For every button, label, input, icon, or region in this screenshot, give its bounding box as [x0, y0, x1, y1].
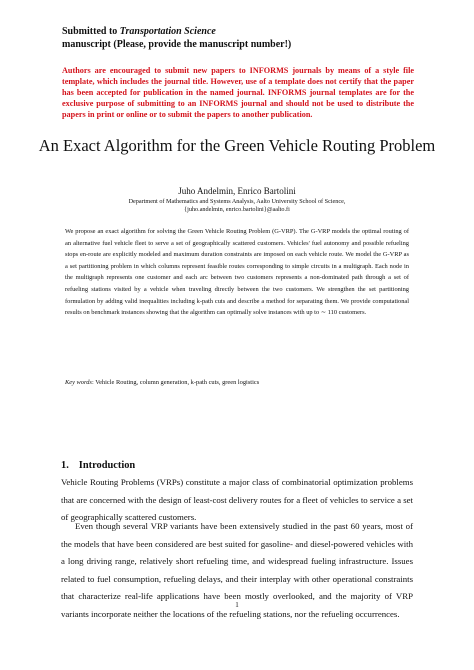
- journal-name: Transportation Science: [119, 26, 216, 37]
- affiliation-department: Department of Mathematics and Systems Analysis, Aalto University School of Science,: [128, 198, 346, 205]
- submission-line: [62, 25, 422, 38]
- paper-title: An Exact Algorithm for the Green Vehicle Routing Problem: [38, 136, 436, 155]
- affiliation: [40, 198, 434, 215]
- keywords-label: Key words: [65, 379, 92, 386]
- keywords: [65, 378, 409, 388]
- manuscript-line: manuscript (Please, provide the manuscript number!): [62, 39, 292, 50]
- affiliation-emails: {juho.andelmin, enrico.bartolini}@aalto.fi: [184, 206, 290, 214]
- journal-header: [62, 25, 422, 51]
- intro-paragraph-2: Even though several VRP variants have been extensively studied in the past 60 years, most of the models that have been considered are best suited for gasoline- and diesel-powered vehicles with a long driving range, relatively short refueling time, and widespread fueling infrastructure. Issues related to fuel consumption, refueling delays, and their interplay with other operational constraints that characterize real-life applications have been mostly overlooked, and the majority of VRP variants incorporate neither the locations of the refueling stations, nor the refueling occurrences.: [61, 521, 413, 619]
- template-notice: Authors are encouraged to submit new papers to INFORMS journals by means of a style file template, which includes the journal title. However, use of a template does not certify that the paper has been accepted for publication in the named journal. INFORMS journal templates are for the exclusive purpose of submitting to an INFORMS journal and should not be used to distribute the papers in print or online or to submit the papers to another publication.: [62, 66, 414, 119]
- section-heading: [61, 459, 135, 472]
- intro-paragraph-1: Vehicle Routing Problems (VRPs) constitute a major class of combinatorial optimization problems that are concerned with the design of least-cost delivery routes for a fleet of vehicles to service a set of geographically scattered customers.: [61, 477, 413, 522]
- section-number: 1.: [61, 460, 69, 471]
- section-title: Introduction: [78, 460, 136, 471]
- submission-prefix: Submitted to: [62, 26, 120, 37]
- authors: Juho Andelmin, Enrico Bartolini: [178, 186, 296, 196]
- page-number: 1: [235, 601, 239, 609]
- keywords-text: : Vehicle Routing, column generation, k-path cuts, green logistics: [91, 379, 260, 386]
- abstract: We propose an exact algorithm for solving the Green Vehicle Routing Problem (G-VRP). The G-VRP models the optimal routing of an alternative fuel vehicle fleet to serve a set of geographically scattered customers. Vehicles' fuel autonomy and possible refueling stops en-route are explicitly modeled and maximum duration constraints are imposed on each vehicle route. We model the G-VRP as a set partitioning problem in which columns represent feasible routes corresponding to simple circuits in a multigraph. Each node in the multigraph represents one customer and each arc between two customers represents a non-dominated path through a set of refueling stations visited by a vehicle when traveling directly between the two customers. We strengthen the set partitioning formulation by adding valid inequalities including k-path cuts and describe a method for separating them. We provide computational results on benchmark instances showing that the algorithm can optimally solve instances with up to ∼ 110 customers.: [65, 228, 409, 317]
